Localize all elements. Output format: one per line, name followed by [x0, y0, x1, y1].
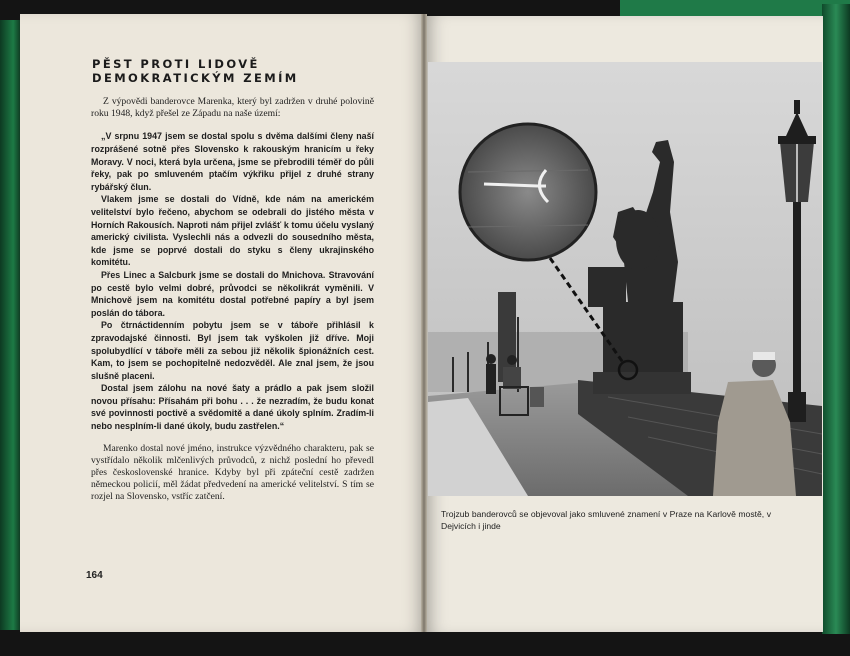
left-page-text	[91, 96, 374, 514]
heading-line-1: PĚST PROTI LIDOVĚ	[92, 57, 260, 71]
cover-edge-left	[0, 20, 22, 630]
cover-edge-right	[822, 4, 850, 634]
quote-paragraph: Dostal jsem zálohu na nové šaty a prádlo a pak jsem složil novou přísahu: Přísahám při bohu . . . že nezradím, že budu konat své povinnosti poctivě a svědomitě a dané úkoly splním. Zradím-li nebo nesplním-li dané úkoly, budu zastřelen.“	[91, 383, 374, 432]
heading-line-2: DEMOKRATICKÝM ZEMÍM	[92, 71, 299, 85]
trident-mark-closeup	[460, 124, 596, 260]
quote-paragraph: Vlakem jsme se dostali do Vídně, kde nám na americkém velitelství bylo řečeno, abychom se odebrali do jistého města v Horních Rakousích. Naproti nám přijel zvlášť k tomu účelu vyslaný americký civilista. Vyslechli nás a odvezli do sousedního města, kde jsme se poprvé dostali do styku s členy ukrajinského komitétu.	[91, 194, 374, 268]
photo-caption: Trojzub banderovců se objevoval jako smluvené znamení v Praze na Karlově mostě, v Dejvicích i jinde	[441, 509, 771, 531]
quote-paragraph: „V srpnu 1947 jsem se dostal spolu s dvěma dalšími členy naší rozprášené sotně přes Slovensko k rakouským hranicím u řeky Moravy. V noci, která byla určena, jsme se přebrodili téměř do půli řeky, pak po smluveném ptačím výkřiku přijel z druhé strany rybářský člun.	[91, 131, 374, 192]
chapter-heading	[92, 57, 392, 85]
quote-paragraph: Po čtrnáctidenním pobytu jsem se v táboře přihlásil k zpravodajské činnosti. Byl jsem tak vyškolen již dříve. Moji spolubydlící v táboře měli za sebou již několik špionážních cest. Kam, to jsem se pochopitelně nedozvěděl. Ale znal jsem, že jsou slušně placeni.	[91, 320, 374, 381]
charles-bridge-photo	[428, 62, 822, 496]
cover-edge-top	[620, 0, 850, 16]
intro-paragraph: Z výpovědi banderovce Marenka, který byl zadržen v druhé polovině roku 1948, když přešel ze Západu na naše území:	[91, 96, 374, 120]
testimony-quote	[91, 130, 374, 432]
closing-paragraph: Marenko dostal nové jméno, instrukce výzvědného charakteru, pak se vystřídalo několik mlčenlivých průvodců, z nichž poslední ho převedl přes československé hranice. Kdyby byl při zpáteční cestě zadržen německou policií, měl žádat předvedení na americké velitelství. S tím se rozjel na Slovensko, vstříc zatčení.	[91, 442, 374, 503]
page-number: 164	[86, 570, 103, 581]
quote-paragraph: Přes Linec a Salcburk jsme se dostali do Mnichova. Stravování po cestě bylo velmi dobré, průvodci se několikrát vyměnili. V Mnichově jsem na komitétu dostal potřebné papíry a byl jsem poslán do tábora.	[91, 269, 374, 318]
book-gutter	[421, 14, 427, 632]
